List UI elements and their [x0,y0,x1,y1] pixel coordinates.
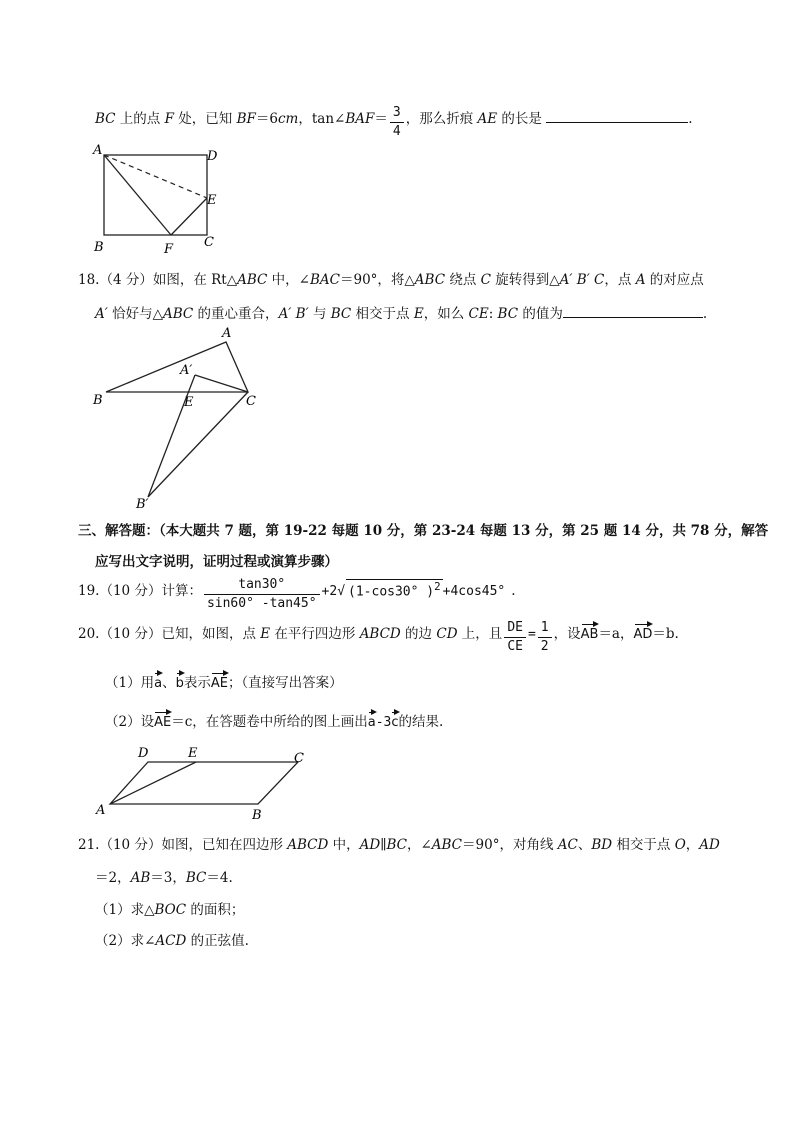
q20-label-b: B [252,808,262,823]
q18-seg: : [488,306,498,322]
q21-seg: 相交于点 [612,837,675,853]
q17-seg: ，那么折痕 [405,111,478,127]
q17-seg: BAF [345,111,375,127]
q21-seg: AD [699,837,720,853]
q17-label-e: E [207,193,217,208]
q20-vector-ad: AD [634,621,653,642]
q19-seg: +4cos45° [442,584,506,599]
q20-seg: ＝a， [598,626,634,642]
q20-seg: -3 [375,715,392,730]
q18-line1 [78,268,704,288]
q18-seg: A′ B′ [278,306,309,322]
q20-seg: 、 [162,675,176,691]
q17-fraction [390,104,404,141]
q18-seg: C [480,272,491,288]
q20-seg: （2）设 [105,714,155,730]
q20-seg: ，设 [553,626,581,642]
q18-seg: 18.（4 分）如图，在 Rt△ [78,272,238,288]
q21-seg: 中， [328,837,360,853]
q20-fraction-de-ce [504,619,526,656]
q17-figure [88,140,228,255]
q20-vector-c: c [391,709,398,730]
q17-seg: cm [277,111,299,127]
q20-seg: 20.（10 分）已知，如图，点 [78,626,261,642]
q21-seg: （1）求△ [95,902,155,918]
q20-seg: CD [436,626,458,642]
q20-seg: （1）用 [105,675,155,691]
q17-label-d: D [207,149,218,164]
q17-seg: BF [236,111,256,127]
q20-vector-ae: AE [211,670,228,691]
q21-seg: BD [591,837,613,853]
q20-seg: ＝c，在答题卷中所给的图上画出 [171,714,368,730]
q20-vector-ab: AB [581,621,599,642]
q17-seg: 的长是 [497,111,547,127]
q18-answer-blank[interactable] [563,317,703,318]
q17-seg: 处，已知 [173,111,237,127]
q21-seg: O [674,837,686,853]
q17-text [95,104,693,141]
q18-seg: . [702,306,708,322]
q17-frac-den: 4 [392,124,401,139]
q20-figure [88,740,328,825]
q18-seg: BC [497,306,519,322]
q18-seg: A′ B′ C [559,272,605,288]
q18-seg: 相交于点 [351,306,414,322]
q19-text [78,576,516,613]
q20-seg: ABCD [359,626,401,642]
q21-seg: ＝4. [206,870,233,886]
q20-fraction-half [538,619,552,656]
q19-exponent: 2 [434,579,441,593]
q21-line2 [95,866,233,886]
q20-vector-a: a [368,709,376,730]
q18-seg: E [413,306,424,322]
section3-heading-line2: 应写出文字说明，证明过程或演算步骤） [95,554,338,570]
q21-seg: 的正弦值. [186,933,249,949]
q19-frac-den: sin60° -tan45° [206,596,317,611]
q20-seg: 的结果. [398,714,444,730]
q20-segment-ae [110,762,196,804]
q18-seg: CE [468,306,489,322]
q19-rad-text: (1-cos30° ) [348,584,435,599]
q18-seg: ，如么 [423,306,469,322]
q18-seg: ABC [163,306,194,322]
q17-seg: BC [95,111,116,127]
q17-seg: AE [477,111,498,127]
q19-seg: +2 [321,584,338,599]
q19-frac-num: tan30° [204,576,320,595]
q20-frac-num: 1 [538,619,552,638]
q19-fraction [204,576,320,613]
q20-seg: 的边 [400,626,437,642]
q18-seg: ABC [237,272,268,288]
q21-seg: ＝90°，对角线 [462,837,558,853]
q20-frac-num: DE [504,619,526,638]
q18-label-e: E [184,395,194,410]
q18-seg: A′ [95,306,108,322]
q20-part1 [105,670,343,691]
q18-seg: 绕点 [445,272,481,288]
q21-seg: AB [130,870,151,886]
q18-label-c: C [246,394,256,409]
q20-frac-den: 2 [540,639,549,654]
q21-seg: ∥ [380,837,387,853]
q17-fold-ae [104,155,207,198]
q21-seg: BC [185,870,207,886]
q21-seg: ＝2， [95,870,131,886]
q21-seg: ACD [155,933,187,949]
section3-heading-line1: 三、解答题：（本大题共 7 题，第 19-22 每题 10 分，第 23-24 每题 13 分，第 25 题 14 分，共 78 分，解答 [78,523,769,539]
q18-line2 [95,302,707,322]
q17-label-a: A [93,143,103,158]
q18-segment-cbp [148,392,248,497]
q20-vector-b: b [176,670,184,691]
q20-part2 [105,709,443,730]
q18-seg: 的值为 [518,306,563,322]
q20-parallelogram [110,762,298,804]
q21-part2 [95,929,249,949]
q21-seg: ，∠ [406,837,432,853]
q21-seg: ABCD [287,837,329,853]
q18-label-bprime: B′ [136,497,149,512]
q21-seg: AD [359,837,381,853]
q18-seg: ＝90°，将△ [339,272,415,288]
q21-part1 [95,898,244,918]
q20-seg: 表示 [183,675,211,691]
q19-radicand [346,579,443,599]
q17-seg: ＝ [374,111,388,127]
q20-seg: E [260,626,271,642]
q21-seg: 的面积； [186,902,245,918]
q17-segment-af [104,155,171,235]
q18-seg: 中，∠ [267,272,310,288]
q21-seg: （2）求∠ [95,933,156,949]
q21-seg: ＝3， [150,870,186,886]
q20-vector-a: a [154,670,162,691]
q18-seg: 的重心重合， [193,306,279,322]
q20-seg: ＝b. [652,626,679,642]
q20-label-c: C [294,751,304,766]
q17-seg: ＝6 [255,111,278,127]
q18-seg: A [635,272,646,288]
q19-radical-sign: √ [337,584,346,599]
q17-label-f: F [164,242,174,255]
q18-label-b: B [93,393,103,408]
q20-vector-ae: AE [154,709,171,730]
q18-seg: ，点 [604,272,636,288]
q18-seg: 与 [308,306,331,322]
q17-frac-num: 3 [390,104,404,123]
q19-seg: 19.（10 分）计算： [78,583,202,599]
q18-seg: 的对应点 [645,272,704,288]
q20-label-a: A [96,803,106,818]
q21-seg: AC [557,837,578,853]
q18-segment-apbp [148,375,195,497]
q20-seg: = [527,627,536,642]
q21-seg: BC [386,837,407,853]
q18-seg: BC [330,306,352,322]
q21-seg: 、 [577,837,592,853]
q21-seg: BOC [154,902,187,918]
q21-seg: ， [685,837,700,853]
q20-seg: 在平行四边形 [270,626,360,642]
q20-frac-den: CE [507,639,523,654]
q17-answer-blank[interactable] [546,122,688,123]
q17-rectangle [104,155,207,235]
q18-seg: 旋转得到△ [490,272,560,288]
q18-segment-apc [195,375,248,392]
q17-segment-fe [171,198,207,235]
q17-label-c: C [204,235,214,250]
q20-label-e: E [188,746,198,761]
q18-seg: 恰好与△ [107,306,164,322]
q20-seg: ；（直接写出答案） [227,675,343,691]
q18-label-aprime: A′ [180,363,193,378]
q17-seg: 上的点 [115,111,165,127]
q17-seg: F [164,111,174,127]
q17-label-b: B [94,240,104,255]
q19-seg: . [511,583,516,599]
q20-text [78,619,679,656]
q21-seg: 21.（10 分）如图，已知在四边形 [78,837,288,853]
q17-seg: ，tan∠ [298,111,346,127]
q18-seg: ABC [414,272,446,288]
q20-seg: 上，且 [457,626,503,642]
q17-seg: . [688,111,693,127]
q18-seg: BAC [309,272,340,288]
q20-label-d: D [138,746,149,761]
q18-figure [88,322,278,514]
q18-label-a: A [222,326,232,341]
q21-line1 [78,833,720,853]
q21-seg: ABC [431,837,463,853]
